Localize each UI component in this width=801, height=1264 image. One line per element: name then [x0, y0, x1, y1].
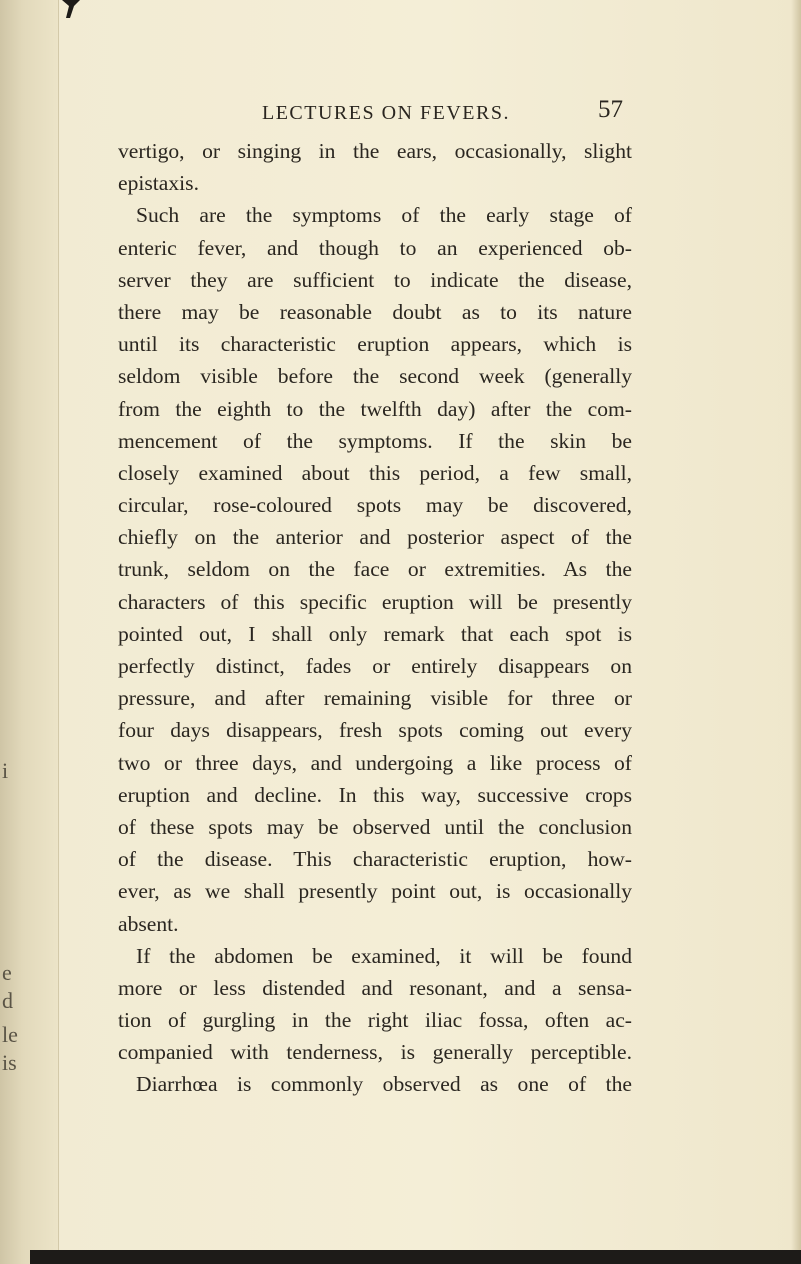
body-text [118, 135, 632, 1101]
text-line: ever, as we shall presently point out, is occasionally [118, 879, 632, 904]
text-line: there may be reasonable doubt as to its nature [118, 299, 632, 324]
page-edge [791, 0, 801, 1264]
text-line: from the eighth to the twelfth day) after the com- [118, 396, 632, 421]
text-line: until its characteristic eruption appears, which is [118, 332, 632, 357]
text-line: trunk, seldom on the face or extremities. As the [118, 557, 632, 582]
text-line: of the disease. This characteristic eruption, how- [118, 847, 632, 872]
text-line: closely examined about this period, a few small, [118, 460, 632, 485]
text-line: of these spots may be observed until the conclusion [118, 814, 632, 839]
text-line: two or three days, and undergoing a like process of [118, 750, 632, 775]
text-line: companied with tenderness, is generally perceptible. [118, 1040, 632, 1065]
text-line: epistaxis. [118, 171, 199, 196]
text-line: pointed out, I shall only remark that each spot is [118, 621, 632, 646]
page-header [0, 96, 801, 130]
running-title: LECTURES ON FEVERS. [262, 102, 510, 124]
text-line: absent. [118, 911, 179, 936]
text-line: vertigo, or singing in the ears, occasionally, slight [118, 139, 632, 163]
margin-fragment: d [2, 988, 13, 1013]
margin-fragment: i [2, 758, 9, 783]
paragraph-start-line: If the abdomen be examined, it will be found [136, 943, 632, 968]
text-line: tion of gurgling in the right iliac fossa, often ac- [118, 1008, 632, 1033]
text-line: characters of this specific eruption will be presently [118, 589, 632, 614]
text-line: seldom visible before the second week (generally [118, 364, 632, 389]
text-line: Diarrhœa is commonly observed as one of the [136, 1072, 632, 1097]
text-line: circular, rose-coloured spots may be discovered, [118, 493, 632, 518]
text-line: more or less distended and resonant, and a sensa- [118, 975, 632, 1000]
page-bottom-edge [30, 1250, 801, 1264]
margin-fragment: e [2, 960, 12, 985]
text-line: pressure, and after remaining visible for three or [118, 686, 632, 711]
text-line: four days disappears, fresh spots coming out every [118, 718, 632, 743]
paragraph-start-line: Such are the symptoms of the early stage of [136, 203, 632, 228]
text-line: chiefly on the anterior and posterior aspect of the [118, 525, 632, 550]
text-line: enteric fever, and though to an experienced ob- [118, 235, 632, 260]
text-line: server they are sufficient to indicate the disease, [118, 267, 632, 292]
corner-mark-icon [60, 0, 82, 22]
page-number: 57 [598, 96, 623, 123]
margin-fragment: is [2, 1050, 17, 1075]
text-line: perfectly distinct, fades or entirely disappears on [118, 654, 632, 678]
text-line: mencement of the symptoms. If the skin be [118, 428, 632, 453]
text-line: eruption and decline. In this way, successive crops [118, 782, 632, 807]
margin-fragment: le [2, 1022, 18, 1047]
